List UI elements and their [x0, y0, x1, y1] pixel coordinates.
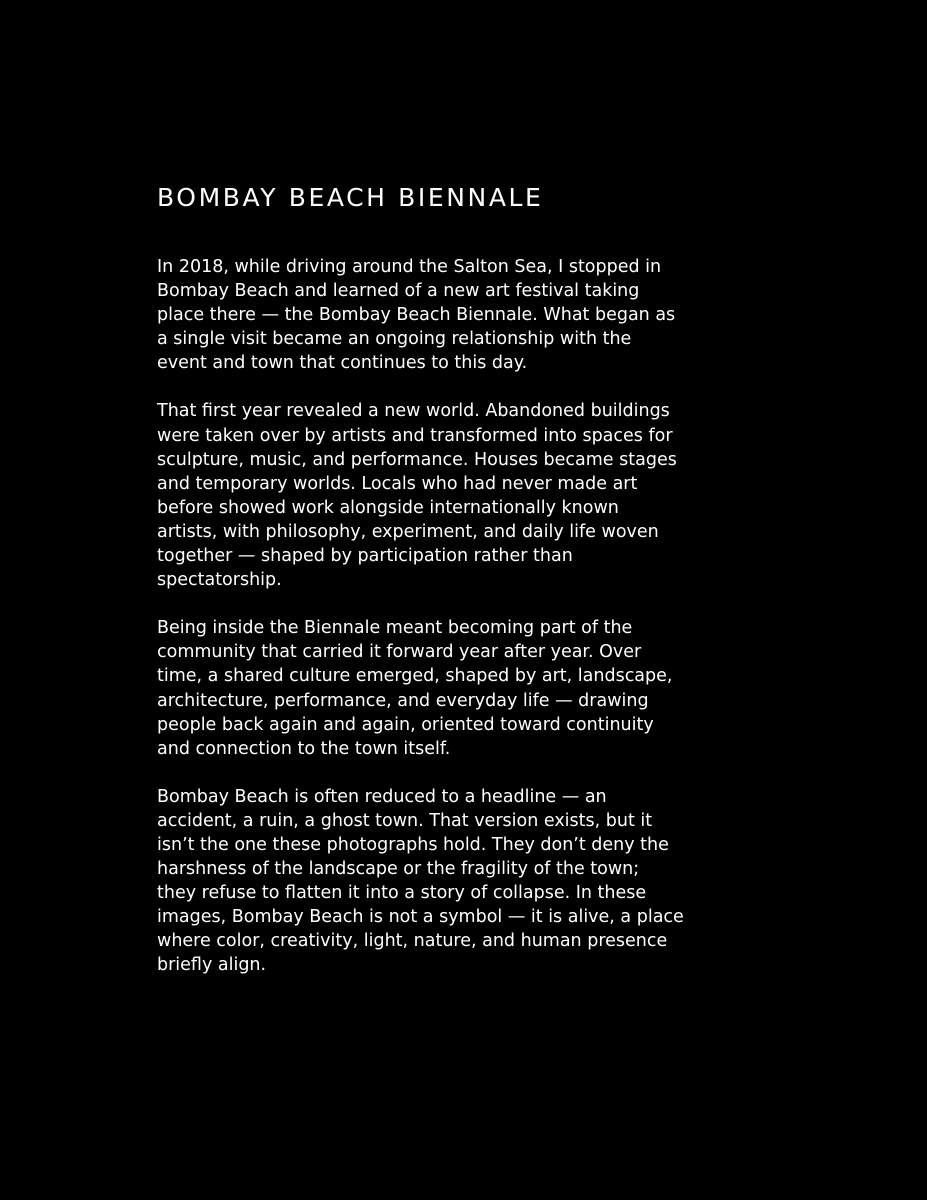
text-line: artists, with philosophy, experiment, and daily life woven — [157, 521, 659, 542]
text-line: harshness of the landscape or the fragility of the town; — [157, 859, 640, 880]
text-line: time, a shared culture emerged, shaped by art, landscape, — [157, 666, 673, 687]
text-line: and temporary worlds. Locals who had never made art — [157, 473, 638, 494]
text-line: Bombay Beach and learned of a new art festival taking — [157, 281, 640, 302]
paragraph-3 — [157, 616, 757, 761]
paragraph-1 — [157, 255, 757, 375]
page-title: BOMBAY BEACH BIENNALE — [157, 183, 544, 212]
text-line: accident, a ruin, a ghost town. That version exists, but it — [157, 810, 653, 831]
text-line: community that carried it forward year after year. Over — [157, 642, 642, 663]
text-line: a single visit became an ongoing relationship with the — [157, 329, 632, 350]
text-line: people back again and again, oriented toward continuity — [157, 714, 654, 735]
text-line: they refuse to flatten it into a story of collapse. In these — [157, 883, 647, 904]
text-line: Bombay Beach is often reduced to a headline — an — [157, 786, 607, 807]
text-line: Being inside the Biennale meant becoming part of the — [157, 618, 633, 639]
text-line: briefly align. — [157, 955, 267, 976]
essay-body — [157, 255, 757, 1002]
text-line: In 2018, while driving around the Salton Sea, I stopped in — [157, 257, 662, 277]
text-line: were taken over by artists and transformed into spaces for — [157, 425, 673, 446]
text-line: sculpture, music, and performance. Houses became stages — [157, 449, 677, 470]
text-line: before showed work alongside internationally known — [157, 497, 619, 518]
text-line: together — shaped by participation rather than — [157, 546, 573, 567]
text-line: That first year revealed a new world. Abandoned buildings — [157, 401, 670, 422]
text-line: place there — the Bombay Beach Biennale. What began as — [157, 305, 676, 326]
text-line: isn’t the one these photographs hold. They don’t deny the — [157, 834, 669, 855]
paragraph-4 — [157, 785, 757, 978]
text-line: where color, creativity, light, nature, and human presence — [157, 931, 668, 952]
paragraph-2 — [157, 399, 757, 592]
text-line: spectatorship. — [157, 570, 282, 591]
text-line: architecture, performance, and everyday life — drawing — [157, 690, 649, 711]
text-line: images, Bombay Beach is not a symbol — it is alive, a place — [157, 907, 684, 928]
text-line: and connection to the town itself. — [157, 738, 451, 759]
text-line: event and town that continues to this day. — [157, 353, 528, 374]
